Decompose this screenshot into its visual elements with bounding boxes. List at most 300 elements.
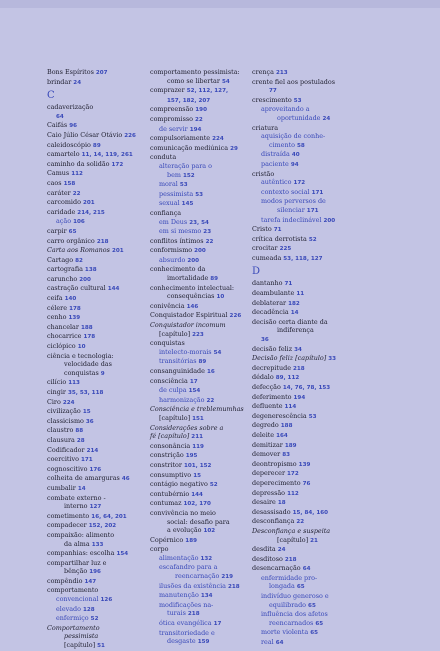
index-term: de servir	[159, 124, 190, 133]
index-term: deambulante	[252, 289, 297, 298]
index-entry	[150, 274, 262, 284]
index-term: imortalidade	[167, 274, 211, 283]
index-term: a evolução	[167, 526, 204, 535]
index-entry	[150, 321, 262, 330]
index-term: Cartago	[47, 255, 76, 264]
index-term: Conquistador Espiritual	[150, 311, 230, 320]
index-term: ciclópico	[47, 342, 78, 351]
page-numbers: 157, 182, 207	[167, 97, 211, 104]
index-entry	[252, 592, 417, 601]
page-numbers: 53	[195, 191, 204, 198]
index-term: consequências	[167, 292, 217, 301]
page-numbers: 65	[310, 630, 318, 637]
index-term: alimentação	[159, 553, 201, 562]
page-numbers: 207	[95, 70, 108, 76]
index-entry	[252, 216, 417, 226]
page-numbers: 190	[195, 107, 207, 114]
page-numbers: 24	[277, 547, 286, 554]
index-entry	[47, 512, 147, 522]
index-term: clausura	[47, 435, 77, 444]
index-term: criatura	[252, 123, 279, 132]
index-term: decadência	[252, 308, 291, 317]
page-numbers: 171	[81, 457, 93, 464]
page-numbers: 82	[75, 257, 83, 264]
index-term: deferimento	[252, 392, 294, 401]
index-entry	[252, 564, 417, 574]
index-term: desdita	[252, 545, 278, 554]
page-top-edge	[0, 0, 440, 8]
index-entry	[47, 112, 147, 122]
index-entry	[252, 489, 417, 499]
index-entry	[47, 531, 147, 540]
index-entry	[252, 393, 417, 403]
index-term: aquisição de conhe-	[261, 132, 326, 141]
index-term: silenciar	[277, 205, 307, 214]
index-entry	[47, 131, 147, 141]
index-term: modificações na-	[159, 600, 214, 609]
index-entry	[47, 294, 147, 304]
index-entry	[150, 424, 262, 433]
page-numbers: 10	[77, 344, 86, 351]
page-numbers: 218	[284, 556, 297, 563]
index-term: depressão	[252, 488, 288, 497]
index-term: manutenção	[159, 591, 201, 600]
index-term: deontropismo	[252, 459, 299, 468]
index-entry	[47, 484, 147, 494]
index-entry	[150, 545, 262, 554]
index-entry	[252, 188, 417, 198]
index-term: claustro	[47, 426, 76, 435]
index-term: aproveitando a	[261, 105, 310, 114]
page-numbers: 213	[275, 70, 288, 76]
page-numbers: 64	[56, 113, 64, 120]
index-entry	[252, 299, 417, 309]
index-term: crescimento	[252, 95, 294, 104]
index-section-letter: C	[47, 90, 55, 102]
index-term: turais	[167, 609, 188, 618]
index-entry	[252, 308, 417, 318]
index-entry	[252, 124, 417, 133]
page-numbers: 113	[68, 380, 80, 387]
page-numbers: 64	[302, 566, 311, 573]
index-term: alteração para o	[159, 161, 212, 170]
index-term: demover	[252, 450, 283, 459]
index-term: contágio negativo	[150, 480, 210, 489]
index-term: enfermiço	[56, 614, 91, 623]
index-entry	[47, 265, 147, 275]
index-term: caráter	[47, 188, 73, 197]
index-entry	[47, 426, 147, 436]
index-entry	[252, 402, 417, 412]
index-entry	[47, 227, 147, 237]
index-entry	[252, 96, 417, 106]
page-numbers: 152, 202	[88, 523, 117, 530]
index-term: comportamento	[47, 586, 99, 595]
index-term: Consciência e treblemumhas	[150, 405, 244, 414]
index-term: de culpa	[159, 386, 189, 395]
page-numbers: 225	[279, 246, 292, 253]
page-numbers: 51	[97, 643, 105, 650]
index-term: carcomido	[47, 198, 83, 207]
index-entry	[47, 198, 147, 208]
page-numbers: 224	[62, 399, 75, 406]
index-entry	[252, 527, 417, 536]
index-term: cumeada	[252, 253, 284, 262]
page-numbers: 102, 170	[183, 501, 211, 508]
page-numbers: 218	[293, 365, 305, 372]
index-entry	[150, 609, 262, 619]
index-entry	[47, 323, 147, 333]
index-term: caleidoscópio	[47, 140, 93, 149]
index-entry	[252, 373, 417, 383]
index-term: sexual	[159, 199, 182, 208]
index-entry	[150, 105, 262, 115]
page-numbers: 119	[192, 443, 204, 450]
index-entry	[47, 417, 147, 427]
index-term: fé [capítulo]	[150, 432, 192, 441]
page-numbers: 54	[221, 78, 230, 85]
index-entry	[150, 77, 262, 87]
page-numbers: 139	[68, 315, 81, 322]
page-numbers: 133	[91, 541, 104, 548]
index-entry	[150, 480, 262, 490]
index-entry	[252, 206, 417, 216]
index-entry	[252, 619, 417, 629]
index-entry	[47, 304, 147, 314]
page-numbers: 24	[73, 79, 82, 86]
index-entry	[47, 179, 147, 189]
page-numbers: 52	[308, 236, 317, 243]
index-term: comprazer	[150, 86, 187, 95]
index-term: compromisso	[150, 114, 196, 123]
page-numbers: 17	[189, 378, 198, 385]
index-column-2	[150, 68, 262, 647]
page-numbers: 34	[294, 346, 302, 353]
index-entry	[252, 197, 417, 206]
index-term: Copérnico	[150, 535, 186, 544]
index-entry	[252, 225, 417, 235]
index-term: cristão	[252, 169, 275, 178]
index-term: Considerações sobre a	[150, 423, 224, 432]
index-entry	[150, 180, 262, 190]
index-term: comportamento pessimista:	[150, 68, 240, 76]
index-term: consonância	[150, 441, 193, 450]
page-numbers: 94	[290, 161, 299, 168]
index-entry	[150, 171, 262, 181]
page-numbers: 214, 215	[77, 209, 105, 216]
index-term: classicismo	[47, 416, 86, 425]
index-entry	[252, 431, 417, 441]
index-entry	[47, 342, 147, 352]
index-entry	[252, 536, 417, 546]
index-entry	[252, 574, 417, 583]
page-numbers: 178	[69, 305, 81, 312]
index-entry	[150, 536, 262, 546]
index-term: constrição	[150, 451, 186, 460]
index-term: convencional	[56, 595, 101, 604]
index-entry	[150, 414, 262, 424]
index-term: cognoscitivo	[47, 464, 90, 473]
index-term: velocidade das	[64, 360, 112, 369]
index-term: da alma	[64, 539, 92, 548]
index-entry	[47, 246, 147, 256]
index-term: deperecer	[252, 469, 288, 478]
page-numbers: 189	[284, 442, 297, 449]
index-entry	[252, 160, 417, 170]
page-numbers: 145	[181, 201, 194, 208]
index-entry	[150, 330, 262, 340]
index-term: constritor	[150, 460, 184, 469]
page-numbers: 71	[273, 227, 282, 234]
page-numbers: 64	[275, 640, 284, 647]
index-entry	[150, 115, 262, 125]
index-entry	[150, 68, 262, 77]
index-term: moral	[159, 180, 180, 189]
index-term: conhecimento da	[150, 265, 206, 274]
index-entry	[150, 526, 262, 536]
page-numbers: 15, 84, 160	[292, 509, 329, 516]
index-entry	[150, 518, 262, 527]
page-numbers: 65	[308, 602, 316, 609]
index-term: escafandro para a	[159, 563, 218, 572]
page-numbers: 146	[186, 303, 199, 310]
page-numbers: 10	[216, 294, 225, 301]
index-entry	[47, 586, 147, 595]
index-entry	[150, 490, 262, 500]
index-entry	[252, 254, 417, 264]
index-term: longada	[269, 582, 297, 591]
index-term: social: desafio para	[167, 517, 230, 526]
index-term: contubérnio	[150, 489, 192, 498]
index-term: Comportamento	[47, 623, 100, 632]
index-entry	[47, 208, 147, 218]
page-numbers: 200	[187, 257, 200, 264]
index-entry	[252, 498, 417, 508]
index-entry	[47, 169, 147, 179]
index-entry	[150, 619, 262, 629]
page-numbers: 200	[323, 217, 336, 224]
index-entry	[47, 549, 147, 559]
page-numbers: 11, 14, 119, 261	[81, 152, 133, 159]
index-term: bênção	[64, 567, 90, 576]
page-numbers: 40	[291, 152, 300, 159]
index-term: cilício	[47, 378, 69, 387]
index-section-letter: D	[252, 266, 261, 278]
page-numbers: 223	[192, 331, 204, 338]
index-term: Codificador	[47, 445, 87, 454]
index-entry	[150, 162, 262, 171]
page-numbers: 224	[212, 136, 224, 143]
index-entry	[150, 246, 262, 256]
page-numbers: 89	[198, 359, 207, 366]
index-term: morte violenta	[261, 628, 311, 637]
index-entry	[252, 545, 417, 555]
index-entry	[252, 345, 417, 355]
index-entry	[252, 235, 417, 245]
index-term: dantanho	[252, 279, 285, 288]
index-entry	[47, 256, 147, 266]
index-entry	[252, 628, 417, 638]
index-entry	[47, 595, 147, 605]
index-entry	[47, 455, 147, 465]
index-term: brindar	[47, 77, 74, 86]
page-numbers: 65	[315, 620, 324, 627]
index-entry	[150, 461, 262, 471]
page-numbers: 9	[100, 370, 105, 377]
page-numbers: 22	[206, 397, 215, 404]
index-entry	[150, 209, 262, 218]
index-entry	[252, 105, 417, 114]
index-entry	[252, 479, 417, 489]
page-numbers: 17	[213, 621, 222, 628]
page-numbers: 144	[107, 286, 120, 293]
index-entry	[150, 237, 262, 247]
index-entry	[47, 494, 147, 503]
index-entry	[252, 335, 417, 345]
index-term: autêntico	[261, 178, 294, 187]
page-numbers: 194	[189, 126, 202, 133]
index-entry	[47, 141, 147, 151]
index-term: distraída	[261, 150, 292, 159]
page-numbers: 195	[185, 453, 198, 460]
index-term: transitoriedade e	[159, 628, 215, 637]
index-term: crocitar	[252, 244, 280, 253]
page-numbers: 154	[188, 388, 201, 395]
index-term: contumaz	[150, 499, 184, 508]
index-entry	[150, 432, 262, 442]
index-entry	[47, 217, 147, 227]
index-term: deperecimento	[252, 478, 303, 487]
index-entry	[150, 554, 262, 564]
page-numbers: 176	[89, 466, 102, 473]
index-entry	[47, 121, 147, 131]
index-term: desaire	[252, 498, 278, 507]
index-entry	[252, 132, 417, 141]
index-entry	[150, 357, 262, 367]
index-term: cimento	[269, 140, 298, 149]
index-column-1	[47, 68, 147, 651]
index-term: comunicação mediúnica	[150, 143, 231, 152]
index-term: carpir	[47, 226, 69, 235]
page-numbers: 200	[194, 248, 206, 255]
page-numbers: 77	[269, 88, 277, 95]
page-numbers: 53	[308, 413, 317, 420]
index-entry	[47, 68, 147, 78]
page-numbers: 18	[277, 500, 286, 507]
index-entry	[150, 367, 262, 377]
index-entry	[150, 265, 262, 274]
page-numbers: 21	[310, 537, 318, 544]
index-term: crença	[252, 68, 276, 76]
index-term: pessimista	[159, 189, 196, 198]
index-term: crente fiel aos postulados	[252, 77, 335, 86]
index-term: consumptivo	[150, 470, 194, 479]
index-term: cometimento	[47, 511, 92, 520]
page-numbers: 22	[195, 116, 203, 123]
index-entry	[47, 577, 147, 587]
index-term: indiferença	[277, 326, 314, 335]
index-entry	[47, 388, 147, 398]
index-term: deleite	[252, 430, 277, 439]
index-term: caruncho	[47, 274, 80, 283]
index-term: enfermidade pro-	[261, 573, 318, 582]
index-term: desditoso	[252, 554, 285, 563]
index-entry	[47, 641, 147, 651]
index-term: corpo	[150, 545, 169, 554]
index-term: confiança	[150, 208, 182, 217]
index-entry	[47, 237, 147, 247]
page-numbers: 89	[92, 142, 101, 149]
page-numbers: 211	[191, 434, 203, 441]
index-term: Caifás	[47, 121, 70, 130]
page-numbers: 46	[121, 476, 130, 483]
index-entry	[150, 396, 262, 406]
index-term: tarefa indeclinável	[261, 215, 324, 224]
index-term: [capítulo]	[159, 413, 193, 422]
index-term: ceifa	[47, 294, 65, 303]
page-numbers: 65	[296, 584, 305, 591]
index-entry	[150, 509, 262, 518]
page-numbers: 15	[82, 409, 91, 416]
index-entry	[150, 302, 262, 312]
page-numbers: 194	[293, 394, 306, 401]
index-entry	[150, 563, 262, 572]
index-entry	[252, 289, 417, 299]
index-term: coercitivo	[47, 455, 81, 464]
index-term: caminho da solidão	[47, 159, 112, 168]
index-term: Ciro	[47, 397, 63, 406]
index-entry	[252, 318, 417, 327]
index-entry	[252, 141, 417, 151]
index-entry	[252, 469, 417, 479]
page-numbers: 22	[205, 238, 214, 245]
index-entry	[252, 364, 417, 374]
index-entry	[150, 572, 262, 582]
index-term: [capítulo]	[159, 329, 193, 338]
page-numbers: 138	[84, 267, 97, 274]
page-numbers: 226	[124, 132, 136, 139]
page-numbers: 112	[287, 490, 299, 497]
index-entry	[150, 629, 262, 638]
index-term: consciência	[150, 376, 190, 385]
page-numbers: 189	[185, 537, 197, 544]
index-term: equilibrado	[269, 600, 309, 609]
index-term: cumbalir	[47, 483, 78, 492]
index-entry	[150, 144, 262, 154]
index-entry	[47, 313, 147, 323]
index-entry	[150, 637, 262, 647]
page-numbers: 218	[187, 611, 200, 618]
index-entry	[150, 153, 262, 162]
index-term: Cristo	[252, 225, 274, 234]
index-term: chancelar	[47, 322, 81, 331]
index-term: convivência no meio	[150, 508, 216, 517]
page-numbers: 24	[322, 115, 331, 122]
index-term: Conquistador incomum	[150, 321, 226, 330]
page-numbers: 127	[89, 504, 102, 511]
index-term: decisão feliz	[252, 344, 295, 353]
page-numbers: 152	[182, 172, 195, 179]
page-numbers: 14	[77, 485, 86, 492]
index-term: célere	[47, 303, 70, 312]
index-entry	[47, 189, 147, 199]
index-term: paciente	[261, 159, 291, 168]
index-entry	[252, 508, 417, 518]
index-term: indivíduo generoso e	[261, 592, 329, 601]
page-numbers: 188	[80, 324, 93, 331]
index-term: castração cultural	[47, 284, 108, 293]
index-term: bem	[167, 170, 183, 179]
